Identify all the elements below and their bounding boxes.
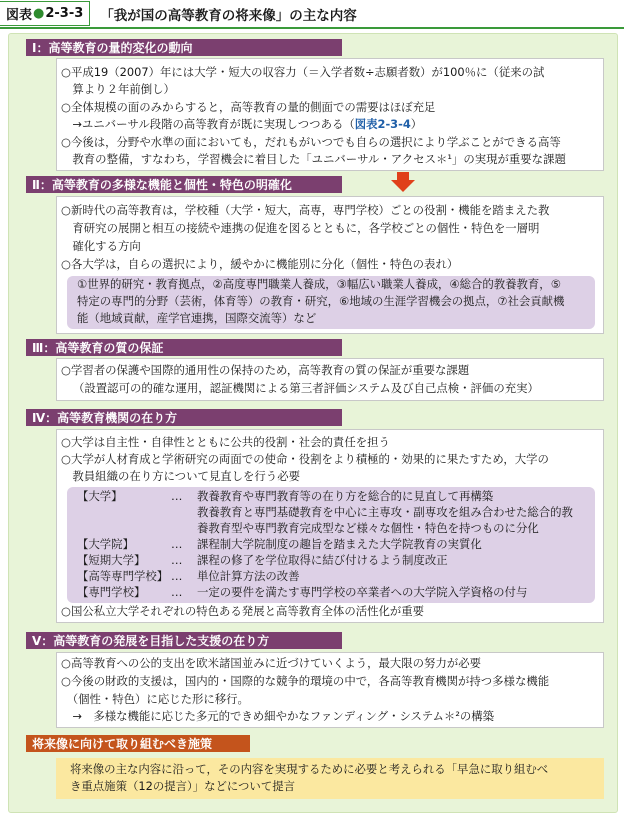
section-1-line: ○全体規模の面のみからすると，高等教育の量的側面での需要はほぼ充足 <box>61 100 436 114</box>
measures-box <box>56 758 604 799</box>
section-4-line: ○大学が人材育成と学術研究の両面での使命・役割をより積極的・効果的に果たすため，大学の <box>61 452 549 466</box>
institution-text: 課程の修了を学位取得に結び付けるよう制度改正 <box>197 553 448 567</box>
section-1-arrow-line <box>61 116 422 133</box>
section-2-line: 確化する方向 <box>61 239 141 253</box>
row-separator: … <box>171 585 183 599</box>
title-bar <box>0 0 624 29</box>
function-list-line: 能（地域貢献，産学官連携，国際交流等）など <box>77 311 317 325</box>
section-1-line: ○平成19（2007）年には大学・短大の収容力（＝入学者数÷志願者数）が100％に（従来の試 <box>61 65 545 79</box>
measures-line: 将来像の主な内容に沿って，その内容を実現するために必要と考えられる「早急に取り組むべ <box>70 762 549 776</box>
institution-label: 【短期大学】 <box>77 553 146 567</box>
institution-text: 課程制大学院制度の趣旨を踏まえた大学院教育の実質化 <box>197 537 482 551</box>
figure-title: 「我が国の高等教育の将来像」の主な内容 <box>100 7 357 24</box>
section-3-heading: Ⅲ：高等教育の質の保証 <box>26 339 342 356</box>
row-separator: … <box>171 569 183 583</box>
section-1-line: 教育の整備，すなわち，学習機会に着目した「ユニバーサル・アクセス＊¹」の実現が重要な課題 <box>61 152 566 166</box>
section-4-box <box>56 429 604 623</box>
section-3-line: （設置認可の的確な運用，認証機関による第三者評価システム及び自己点検・評価の充実） <box>73 381 539 395</box>
arrow-line-text: →ユニバーサル段階の高等教育が既に実現しつつある（ <box>61 117 355 131</box>
institution-text: 一定の要件を満たす専門学校の卒業者への大学院入学資格の付与 <box>197 585 528 599</box>
section-1-box <box>56 58 604 171</box>
institution-text: 単位計算方法の改善 <box>197 569 300 583</box>
section-1-heading: Ⅰ：高等教育の量的変化の動向 <box>26 39 342 56</box>
section-2-heading: Ⅱ：高等教育の多様な機能と個性・特色の明確化 <box>26 176 342 193</box>
section-4-heading: Ⅳ：高等教育機関の在り方 <box>26 409 342 426</box>
section-2-box <box>56 196 604 334</box>
figure-reference-link[interactable]: 図表2-3-4 <box>354 117 411 131</box>
section-5-heading: Ⅴ：高等教育の発展を目指した支援の在り方 <box>26 632 342 649</box>
section-2-line: 育研究の展開と相互の接続や連携の促進を図るとともに，各学校ごとの個性・特色を一層明 <box>61 221 540 235</box>
arrow-line-end: ） <box>410 117 423 131</box>
section-5-box <box>56 652 604 728</box>
institution-text: 養教育型や専門教育完成型など様々な個性・特色を持つものに分化 <box>197 521 539 535</box>
institution-label: 【専門学校】 <box>77 585 146 599</box>
figure-prefix: 図表 <box>6 8 33 23</box>
function-list-box <box>67 276 595 329</box>
section-4-line: 教員組織の在り方について見直しを行う必要 <box>61 469 300 483</box>
institution-text: 教養教育と専門基礎教育を中心に主専攻・副専攻を組み合わせた総合的教 <box>197 505 573 519</box>
section-5-line: ○高等教育への公的支出を欧米諸国並みに近づけていくよう，最大限の努力が必要 <box>61 656 482 670</box>
section-5-line: → 多様な機能に応じた多元的できめ細やかなファンディング・システム＊²の構築 <box>61 709 495 723</box>
section-5-line: ○今後の財政的支援は，国内的・国際的な競争的環境の中で，各高等教育機関が持つ多様な機能 <box>61 674 550 688</box>
function-list-line: ①世界的研究・教育拠点，②高度専門職業人養成，③幅広い職業人養成，④総合的教養教育，⑤ <box>77 277 561 291</box>
section-4-line: ○大学は自主性・自律性とともに公共的役割・社会的責任を担う <box>61 435 390 449</box>
measures-heading: 将来像に向けて取り組むべき施策 <box>26 735 250 752</box>
section-4-line: ○国公私立大学それぞれの特色ある発展と高等教育全体の活性化が重要 <box>61 604 425 618</box>
measures-line: き重点施策（12の提言）」などについて提言 <box>70 779 295 793</box>
section-2-line: ○新時代の高等教育は，学校種（大学・短大，高専，専門学校）ごとの役割・機能を踏まえた教 <box>61 203 550 217</box>
institution-table <box>67 487 595 603</box>
section-3-line: ○学習者の保護や国際的通用性の保持のため，高等教育の質の保証が重要な課題 <box>61 363 470 377</box>
institution-text: 教養教育や専門教育等の在り方を総合的に見直して再構築 <box>197 489 494 503</box>
down-arrow-icon <box>391 172 415 192</box>
section-5-line: （個性・特色）に応じた形に移行。 <box>61 692 249 706</box>
row-separator: … <box>171 489 183 503</box>
institution-label: 【大学】 <box>77 489 123 503</box>
row-separator: … <box>171 537 183 551</box>
section-2-line: ○各大学は，自らの選択により，緩やかに機能別に分化（個性・特色の表れ） <box>61 257 459 271</box>
institution-label: 【高等専門学校】 <box>77 569 169 583</box>
section-3-box <box>56 358 604 401</box>
figure-number: 2-3-3 <box>45 6 84 21</box>
figure-number-tag <box>0 1 90 26</box>
section-1-line: 算より２年前倒し） <box>61 82 175 96</box>
function-list-line: 特定の専門的分野（芸術，体育等）の教育・研究，⑥地域の生涯学習機会の拠点，⑦社会貢献機 <box>77 294 565 308</box>
row-separator: … <box>171 553 183 567</box>
institution-label: 【大学院】 <box>77 537 134 551</box>
section-1-line: ○今後は，分野や水準の面においても，だれもがいつでも自らの選択により学ぶことができる高等 <box>61 135 561 149</box>
figure-dot: ● <box>33 6 45 21</box>
